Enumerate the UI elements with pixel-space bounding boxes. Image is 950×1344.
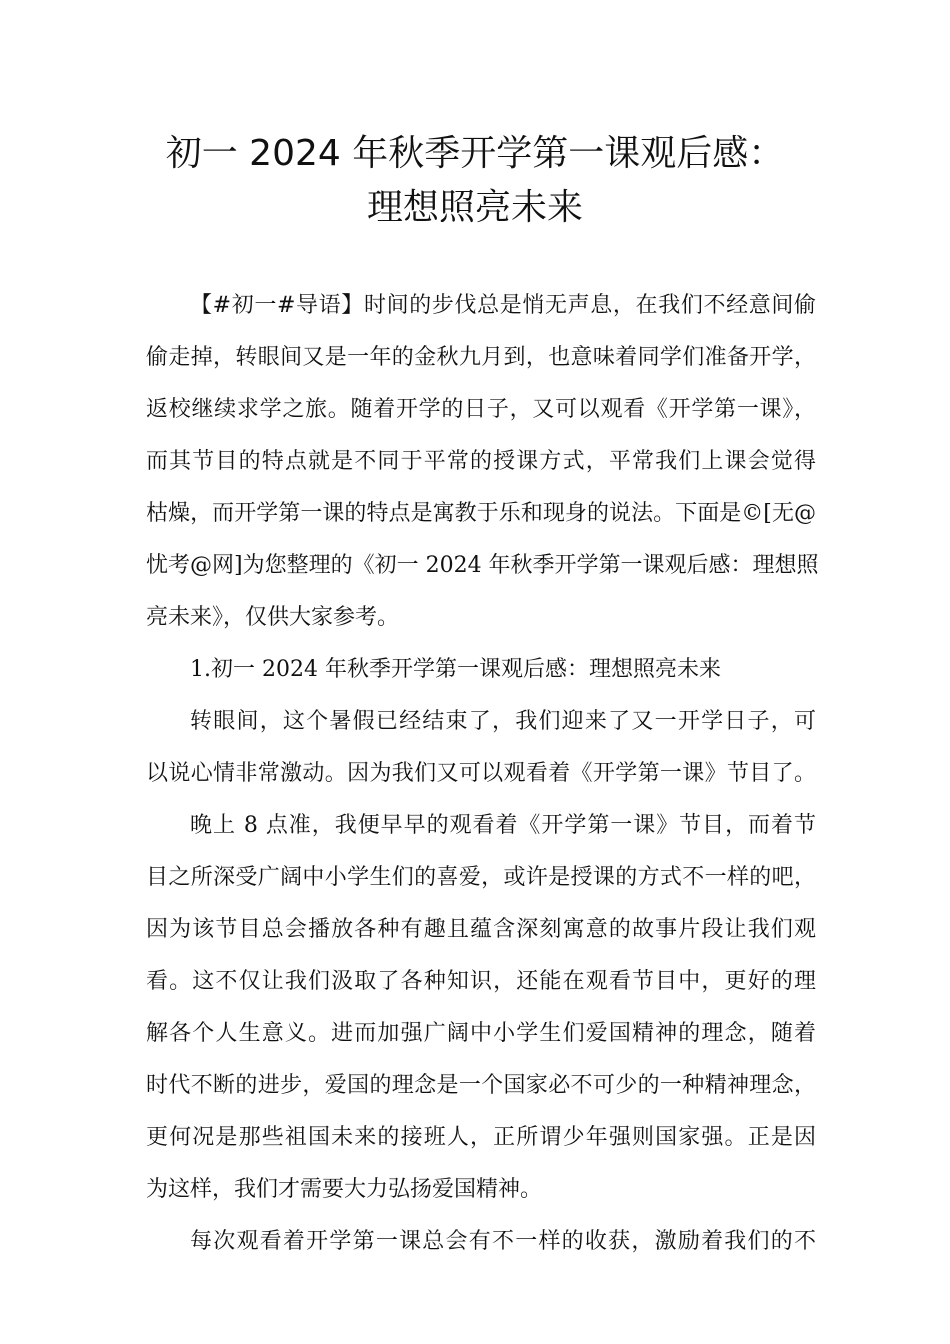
text-line: 时代不断的进步，爱国的理念是一个国家必不可少的一种精神理念， <box>146 1073 816 1098</box>
document-body <box>146 280 819 1268</box>
text-line: 亮未来》，仅供大家参考。 <box>146 605 400 630</box>
document-title-line-2: 理想照亮未来 <box>366 187 583 228</box>
text-line: 返校继续求学之旅。随着开学的日子，又可以观看《开学第一课》， <box>146 397 816 422</box>
text-line: 【#初一#导语】时间的步伐总是悄无声息，在我们不经意间偷 <box>190 293 816 318</box>
text-line: 解各个人生意义。进而加强广阔中小学生们爱国精神的理念，随着 <box>146 1021 816 1046</box>
text-line: 晚上 8 点准，我便早早的观看着《开学第一课》节目，而着节 <box>190 813 816 838</box>
document-title-line-1: 初一 2024 年秋季开学第一课观后感： <box>165 133 785 174</box>
text-line: 忧考@网]为您整理的《初一 2024 年秋季开学第一课观后感：理想照 <box>146 553 819 578</box>
text-line: 目之所深受广阔中小学生们的喜爱，或许是授课的方式不一样的吧， <box>146 865 816 890</box>
text-line: 因为该节目总会播放各种有趣且蕴含深刻寓意的故事片段让我们观 <box>146 917 816 942</box>
text-line: 以说心情非常激动。因为我们又可以观看着《开学第一课》节目了。 <box>146 761 816 786</box>
text-line: 而其节目的特点就是不同于平常的授课方式，平常我们上课会觉得 <box>146 449 816 474</box>
text-line: 更何况是那些祖国未来的接班人，正所谓少年强则国家强。正是因 <box>146 1125 816 1150</box>
text-line: 每次观看着开学第一课总会有不一样的收获，激励着我们的不 <box>190 1229 816 1254</box>
text-line: 为这样，我们才需要大力弘扬爱国精神。 <box>146 1177 543 1202</box>
text-line: 1.初一 2024 年秋季开学第一课观后感：理想照亮未来 <box>190 657 721 682</box>
text-line: 转眼间，这个暑假已经结束了，我们迎来了又一开学日子，可 <box>190 709 816 734</box>
text-line: 偷走掉，转眼间又是一年的金秋九月到，也意味着同学们准备开学， <box>146 345 816 370</box>
text-line: 看。这不仅让我们汲取了各种知识，还能在观看节目中，更好的理 <box>146 969 816 994</box>
text-line: 枯燥，而开学第一课的特点是寓教于乐和现身的说法。下面是©[无@ <box>146 501 816 526</box>
